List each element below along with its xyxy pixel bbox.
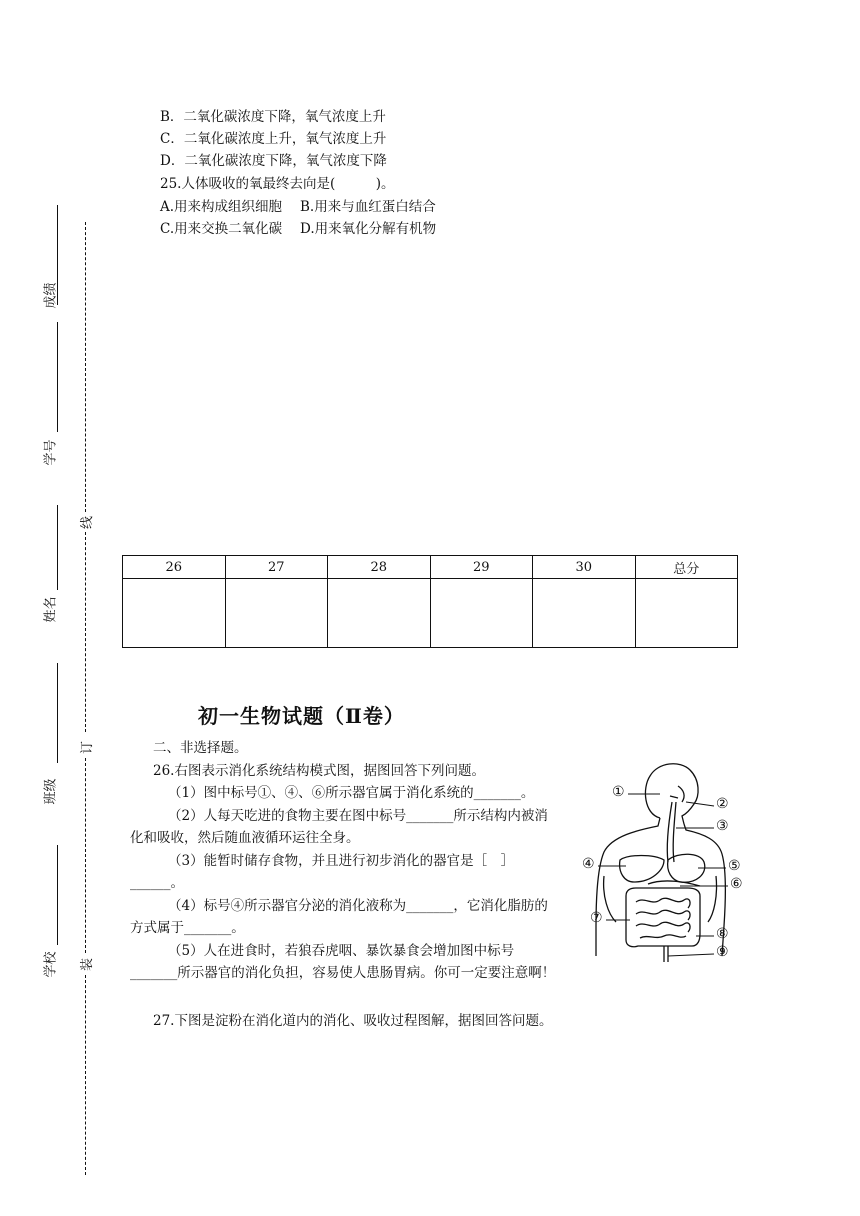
page-title: 初一生物试题（Ⅱ卷）: [198, 704, 405, 728]
score-cell-26[interactable]: [123, 579, 226, 648]
q26-sub-2: （2）人每天吃进的食物主要在图中标号_______所示结构内被消化和吸收，然后随血液循环运往全身。: [130, 808, 548, 846]
score-header-29: 29: [430, 556, 533, 579]
figure-label-5: ⑤: [728, 858, 741, 874]
q25-option-a: A.用来构成组织细胞: [160, 199, 283, 215]
score-cell-30[interactable]: [533, 579, 636, 648]
cut-line-top: [85, 222, 86, 512]
score-header-26: 26: [123, 556, 226, 579]
score-table-header-row: [123, 556, 738, 579]
figure-label-4: ④: [582, 856, 595, 872]
figure-label-2: ②: [716, 796, 729, 812]
underline-school: [57, 845, 58, 945]
score-header-30: 30: [533, 556, 636, 579]
label-student-id: 学号: [43, 439, 59, 466]
cut-line-bottom: [85, 975, 86, 1175]
cut-line-middle: [85, 532, 86, 732]
figure-label-8: ⑧: [716, 926, 729, 942]
score-cell-total[interactable]: [635, 579, 738, 648]
figure-label-3: ③: [716, 818, 729, 834]
question-26-stem: 26.右图表示消化系统结构模式图，据图回答下列问题。: [153, 763, 485, 779]
label-school: 学校: [43, 951, 59, 978]
section-heading: 二、非选择题。: [153, 740, 248, 756]
cut-line-char-xian: 线: [80, 515, 96, 530]
label-name: 姓名: [43, 596, 59, 623]
q26-sub-3: （3）能暂时储存食物，并且进行初步消化的器官是［ ］______。: [130, 853, 515, 891]
underline-class: [57, 663, 58, 763]
cut-line-char-ding: 订: [80, 740, 96, 755]
q25-options-row-2: [160, 218, 436, 240]
q25-option-d: D.用来氧化分解有机物: [300, 221, 437, 237]
option-b: B．二氧化碳浓度下降，氧气浓度上升: [160, 109, 386, 125]
cut-line-char-zhuang: 装: [80, 957, 96, 972]
question-25-stem: 25.人体吸收的氧最终去向是( )。: [160, 176, 395, 192]
underline-name: [57, 505, 58, 590]
label-class: 班级: [43, 778, 59, 805]
score-header-total: 总分: [635, 556, 738, 579]
score-header-28: 28: [328, 556, 431, 579]
underline-student-id: [57, 322, 58, 432]
label-score: 成绩: [43, 282, 59, 309]
figure-label-6: ⑥: [730, 876, 743, 892]
q26-sub-1: （1）图中标号①、④、⑥所示器官属于消化系统的_______。: [168, 785, 535, 801]
option-d: D．二氧化碳浓度下降，氧气浓度下降: [160, 153, 387, 169]
score-cell-27[interactable]: [225, 579, 328, 648]
score-cell-29[interactable]: [430, 579, 533, 648]
q26-sub-4: （4）标号④所示器官分泌的消化液称为_______，它消化脂肪的方式属于_______。: [130, 898, 548, 936]
question-27-stem: 27.下图是淀粉在消化道内的消化、吸收过程图解，据图回答问题。: [153, 1013, 553, 1029]
score-cell-28[interactable]: [328, 579, 431, 648]
figure-label-7: ⑦: [590, 910, 603, 926]
q25-option-b: B.用来与血红蛋白结合: [300, 199, 436, 215]
figure-label-1: ①: [612, 784, 625, 800]
figure-label-9: ⑨: [716, 944, 729, 960]
score-header-27: 27: [225, 556, 328, 579]
option-c: C．二氧化碳浓度上升，氧气浓度上升: [160, 131, 387, 147]
digestive-system-figure: [568, 756, 768, 970]
cut-line-lower: [85, 758, 86, 953]
q26-sub-5: （5）人在进食时，若狼吞虎咽、暴饮暴食会增加图中标号_______所示器官的消化负担，容易使人患肠胃病。你可一定要注意啊！: [130, 943, 556, 981]
score-table-entry-row: [123, 579, 738, 648]
q25-options-row-1: [160, 196, 436, 218]
score-table: [122, 555, 738, 648]
q25-option-c: C.用来交换二氧化碳: [160, 221, 283, 237]
